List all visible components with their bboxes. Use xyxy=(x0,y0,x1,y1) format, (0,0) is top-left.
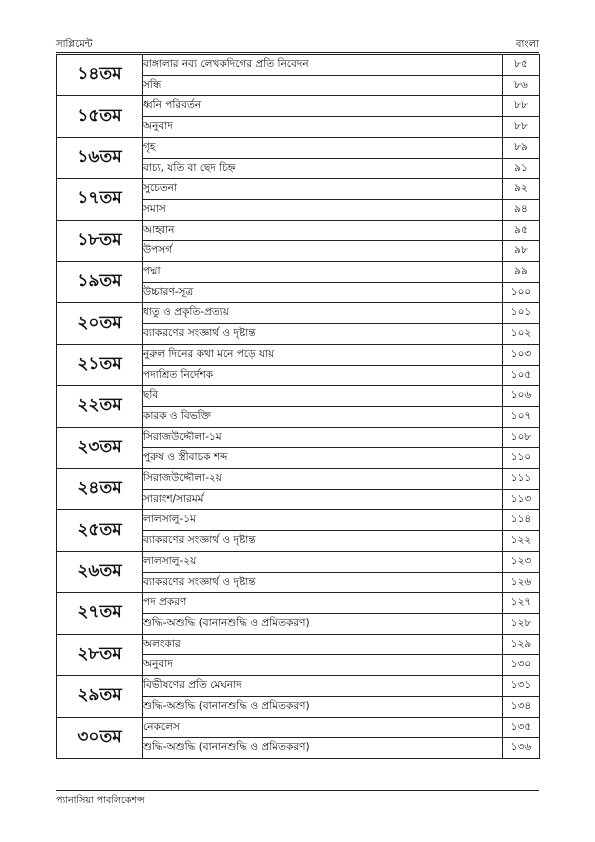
page-number: ১১৪ xyxy=(503,510,540,531)
table-row xyxy=(57,344,540,365)
chapter-number: ১৫তম xyxy=(57,96,143,137)
page-number: ৮৮ xyxy=(503,96,540,117)
page-number: ১১০ xyxy=(503,448,540,469)
page-number: ১০২ xyxy=(503,324,540,345)
table-row xyxy=(57,593,540,614)
topic-title: সিরাজউদ্দৌলা-২য় xyxy=(143,469,503,490)
topic-title: আহ্বান xyxy=(143,220,503,241)
page-number: ১৩১ xyxy=(503,676,540,697)
topic-title: ব্যাকরণের সংজ্ঞার্থ ও দৃষ্টান্ত xyxy=(143,572,503,593)
chapter-number: ২০তম xyxy=(57,303,143,344)
page-number: ৯৮ xyxy=(503,241,540,262)
page-number: ১৩৫ xyxy=(503,717,540,738)
topic-title: অনুবাদ xyxy=(143,117,503,138)
chapter-number: ২৪তম xyxy=(57,469,143,510)
page-number: ১২৮ xyxy=(503,613,540,634)
topic-title: শুদ্ধি-অশুদ্ধি (বানানশুদ্ধি ও প্রমিতকরণ) xyxy=(143,696,503,717)
header-divider xyxy=(56,52,539,53)
topic-title: অনুবাদ xyxy=(143,655,503,676)
topic-title: নুরুল দিনের কথা মনে পড়ে যায় xyxy=(143,344,503,365)
topic-title: অলংকার xyxy=(143,634,503,655)
table-row xyxy=(57,303,540,324)
page-number: ১২৯ xyxy=(503,634,540,655)
chapter-number: ২৩তম xyxy=(57,427,143,468)
footer-publisher: প্যানাসিয়া পাবলিকেশন্স xyxy=(56,795,145,806)
topic-title: কারক ও বিভক্তি xyxy=(143,406,503,427)
page-number: ১২৬ xyxy=(503,572,540,593)
topic-title: শুদ্ধি-অশুদ্ধি (বানানশুদ্ধি ও প্রমিতকরণ) xyxy=(143,738,503,759)
page-number: ১৩৪ xyxy=(503,696,540,717)
table-row xyxy=(57,634,540,655)
page-number: ৯৫ xyxy=(503,220,540,241)
table-row xyxy=(57,137,540,158)
table-row xyxy=(57,179,540,200)
page-number: ৮৯ xyxy=(503,137,540,158)
page-number: ১১১ xyxy=(503,469,540,490)
page-number: ১০০ xyxy=(503,282,540,303)
table-row xyxy=(57,96,540,117)
topic-title: লালসালু-২য় xyxy=(143,551,503,572)
topic-title: পদ প্রকরণ xyxy=(143,593,503,614)
header-book-type: সাপ্লিমেন্ট xyxy=(56,39,93,50)
chapter-number: ২৬তম xyxy=(57,551,143,592)
topic-title: ব্যাকরণের সংজ্ঞার্থ ও দৃষ্টান্ত xyxy=(143,324,503,345)
chapter-number: ১৯তম xyxy=(57,262,143,303)
topic-title: ধ্বনি পরিবর্তন xyxy=(143,96,503,117)
table-row xyxy=(57,55,540,76)
topic-title: সিরাজউদ্দৌলা-১ম xyxy=(143,427,503,448)
page-number: ১০৭ xyxy=(503,406,540,427)
topic-title: বাচ্য, যতি বা ছেদ চিহ্ন xyxy=(143,158,503,179)
page-number: ৯২ xyxy=(503,179,540,200)
contents-table xyxy=(56,54,540,759)
table-row xyxy=(57,262,540,283)
chapter-number: ২৮তম xyxy=(57,634,143,675)
topic-title: পদ্মা xyxy=(143,262,503,283)
page-number: ১১৩ xyxy=(503,489,540,510)
chapter-number: ১৭তম xyxy=(57,179,143,220)
topic-title: শুদ্ধি-অশুদ্ধি (বানানশুদ্ধি ও প্রমিতকরণ) xyxy=(143,613,503,634)
topic-title: নেকলেস xyxy=(143,717,503,738)
topic-title: ব্যাকরণের সংজ্ঞার্থ ও দৃষ্টান্ত xyxy=(143,531,503,552)
contents-table-body xyxy=(57,55,540,759)
page-number: ৯১ xyxy=(503,158,540,179)
topic-title: বিভীষণের প্রতি মেঘনাদ xyxy=(143,676,503,697)
topic-title: সন্ধি xyxy=(143,75,503,96)
topic-title: ধাতু ও প্রকৃতি-প্রত্যয় xyxy=(143,303,503,324)
page-number: ৯৯ xyxy=(503,262,540,283)
footer-divider xyxy=(56,790,539,791)
table-row xyxy=(57,551,540,572)
chapter-number: ১৬তম xyxy=(57,137,143,178)
topic-title: ছবি xyxy=(143,386,503,407)
topic-title: গৃহ xyxy=(143,137,503,158)
chapter-number: ২৯তম xyxy=(57,676,143,717)
chapter-number: ১৮তম xyxy=(57,220,143,261)
page-number: ১০৮ xyxy=(503,427,540,448)
topic-title: বাঙ্গালার নব্য লেখকদিগের প্রতি নিবেদন xyxy=(143,55,503,76)
table-row xyxy=(57,510,540,531)
page-number: ৮৬ xyxy=(503,75,540,96)
page-number: ১৩০ xyxy=(503,655,540,676)
topic-title: সারাংশ/সারমর্ম xyxy=(143,489,503,510)
table-row xyxy=(57,220,540,241)
page-number: ১২২ xyxy=(503,531,540,552)
topic-title: সমাস xyxy=(143,199,503,220)
header-subject: বাংলা xyxy=(515,39,539,50)
chapter-number: ২২তম xyxy=(57,386,143,427)
page-number: ৯৪ xyxy=(503,199,540,220)
page-number: ১০৫ xyxy=(503,365,540,386)
page-number: ১০৩ xyxy=(503,344,540,365)
page-number: ৮৮ xyxy=(503,117,540,138)
chapter-number: ২৫তম xyxy=(57,510,143,551)
page-number: ১২৩ xyxy=(503,551,540,572)
topic-title: পদাশ্রিত নির্দেশক xyxy=(143,365,503,386)
page-number: ১২৭ xyxy=(503,593,540,614)
table-row xyxy=(57,427,540,448)
chapter-number: ১৪তম xyxy=(57,55,143,96)
page-number: ১০৬ xyxy=(503,386,540,407)
topic-title: উচ্চারণ-সূত্র xyxy=(143,282,503,303)
chapter-number: ২১তম xyxy=(57,344,143,385)
chapter-number: ৩০তম xyxy=(57,717,143,758)
page-number: ৮৫ xyxy=(503,55,540,76)
table-row xyxy=(57,469,540,490)
topic-title: উপসর্গ xyxy=(143,241,503,262)
table-row xyxy=(57,676,540,697)
topic-title: পুরুষ ও স্ত্রীবাচক শব্দ xyxy=(143,448,503,469)
page-number: ১৩৬ xyxy=(503,738,540,759)
chapter-number: ২৭তম xyxy=(57,593,143,634)
page-number: ১০১ xyxy=(503,303,540,324)
table-row xyxy=(57,717,540,738)
table-row xyxy=(57,386,540,407)
topic-title: লালসালু-১ম xyxy=(143,510,503,531)
topic-title: সুচেতনা xyxy=(143,179,503,200)
